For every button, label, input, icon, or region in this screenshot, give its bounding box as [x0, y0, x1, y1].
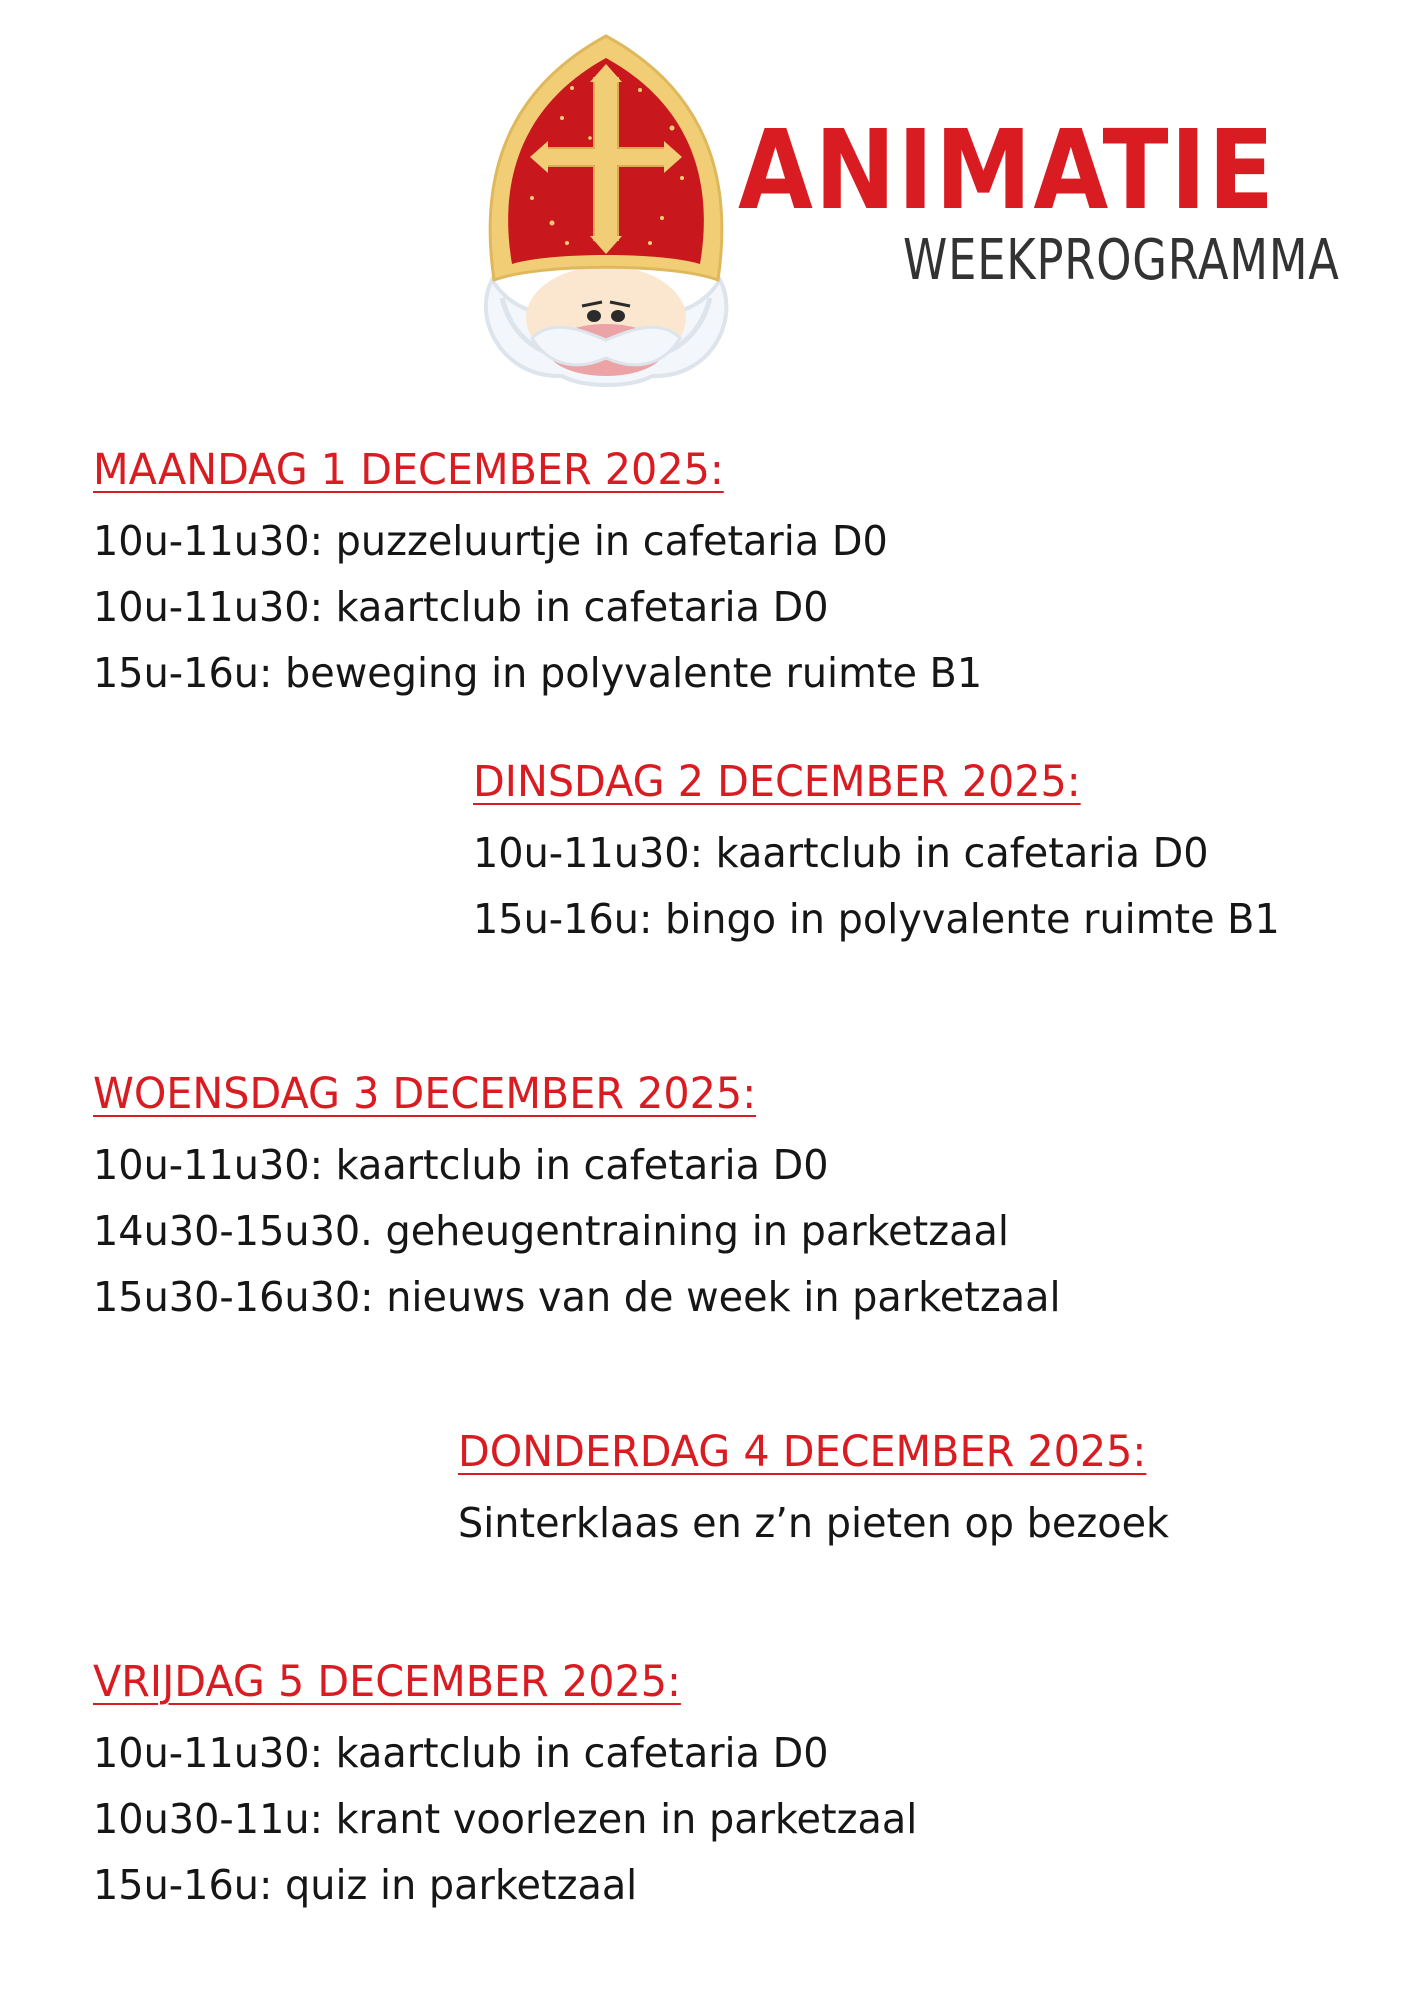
day-heading: WOENSDAG 3 DECEMBER 2025:	[93, 1069, 757, 1119]
activity-item: 14u30-15u30. geheugentraining in parketzaal	[93, 1207, 1009, 1255]
day-section-monday	[93, 438, 1010, 706]
activity-item: Sinterklaas en z’n pieten op bezoek	[458, 1499, 1170, 1547]
activity-list	[93, 508, 1010, 706]
day-heading: DINSDAG 2 DECEMBER 2025:	[473, 757, 1081, 807]
day-section-tuesday	[473, 750, 1305, 952]
activity-list	[93, 1720, 943, 1918]
activity-item: 10u-11u30: kaartclub in cafetaria D0	[93, 583, 829, 631]
day-heading: VRIJDAG 5 DECEMBER 2025:	[93, 1657, 681, 1707]
activity-item: 15u-16u: beweging in polyvalente ruimte B1	[93, 649, 983, 697]
day-section-thursday	[458, 1420, 1191, 1556]
activity-list	[93, 1132, 1090, 1330]
page-subtitle: WEEKPROGRAMMA	[903, 228, 1340, 293]
page-title: ANIMATIE	[738, 106, 1276, 234]
day-heading: DONDERDAG 4 DECEMBER 2025:	[458, 1427, 1147, 1477]
activity-item: 15u-16u: bingo in polyvalente ruimte B1	[473, 895, 1280, 943]
header	[0, 0, 1414, 400]
activity-list	[458, 1490, 1191, 1556]
activity-item: 15u30-16u30: nieuws van de week in parketzaal	[93, 1273, 1061, 1321]
activity-item: 10u-11u30: kaartclub in cafetaria D0	[93, 1141, 829, 1189]
activity-item: 10u30-11u: krant voorlezen in parketzaal	[93, 1795, 918, 1843]
day-section-wednesday	[93, 1062, 1090, 1330]
activity-list	[473, 820, 1305, 952]
day-section-friday	[93, 1650, 943, 1918]
sinterklaas-mitre-icon	[472, 18, 740, 388]
activity-item: 15u-16u: quiz in parketzaal	[93, 1861, 638, 1909]
day-heading: MAANDAG 1 DECEMBER 2025:	[93, 445, 724, 495]
activity-item: 10u-11u30: puzzeluurtje in cafetaria D0	[93, 517, 888, 565]
activity-item: 10u-11u30: kaartclub in cafetaria D0	[93, 1729, 829, 1777]
activity-item: 10u-11u30: kaartclub in cafetaria D0	[473, 829, 1209, 877]
